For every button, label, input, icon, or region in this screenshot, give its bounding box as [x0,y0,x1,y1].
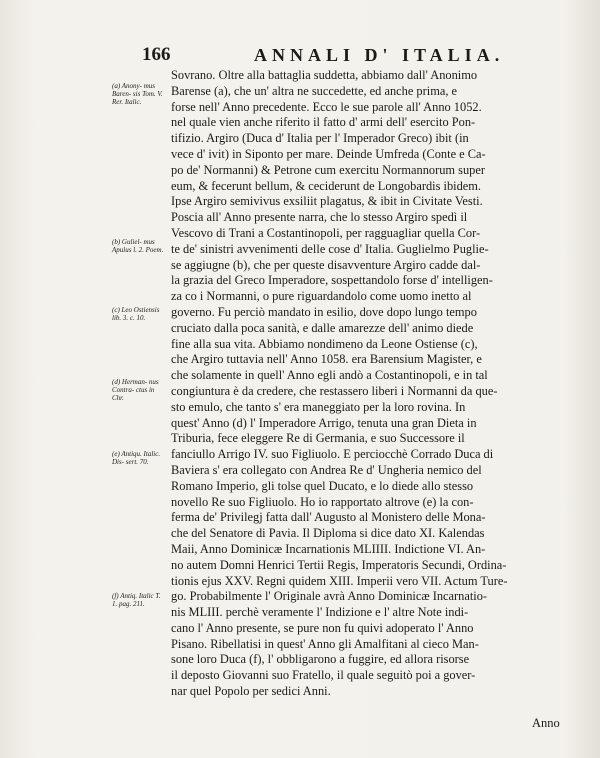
text-line: Poscia all' Anno presente narra, che lo stesso Argiro spedì il [171,210,468,225]
text-line: che solamente in quell' Anno egli andò a Costantinopoli, e in tal [171,368,488,383]
text-line: eum, & fecerunt bellum, & ceciderunt de Longobardis ibidem. [171,178,482,193]
text-line: se aggiugne (b), che per queste disavventure Argiro cadde dal- [171,257,481,272]
text-line: go. Probabilmente l' Originale avrà Anno Dominicæ Incarnatio- [171,589,488,604]
text-line: fanciullo Arrigo IV. suo Figliuolo. E perciocchè Corrado Duca di [171,447,494,462]
margin-note: (c) Leo Ostiensis lib. 3. c. 10. [112,306,160,322]
text-line: no autem Domni Henrici Tertii Regis, Imperatoris Secundi, Ordina- [171,557,507,572]
text-line: Triburia, fece eleggere Re di Germania, e suo Successore il [171,431,465,446]
text-line: forse nell' Anno precedente. Ecco le sue parole all' Anno 1052. [171,99,482,114]
text-line: Romano Imperio, gli tolse quel Ducato, e lo diede allo stesso [171,478,474,493]
text-line: novello Re suo Figliuolo. Ho io rapportato altrove (e) la con- [171,494,474,509]
margin-note: (e) Antiqu. Italic. Dis- sert. 70. [112,450,161,466]
text-line: Sovrano. Oltre alla battaglia suddetta, abbiamo dall' Anonimo [171,68,478,82]
text-line: Ipse Argiro semivivus exsiliit plagatus, & ibit in Civitate Vesti. [171,194,483,209]
running-title: ANNALI D' ITALIA. [254,45,505,65]
text-line: te de' sinistri avvenimenti delle cose d' Italia. Guglielmo Puglie- [171,241,489,256]
text-line: Maii, Anno Dominicæ Incarnationis MLIIII. Indictione VI. An- [171,541,486,556]
margin-note: (d) Herman- nus Contra- ctus in Chr. [112,378,159,402]
text-line: ferma de' Privilegj fatta dall' Augusto al Monistero delle Mona- [171,510,486,525]
text-line: che del Senatore di Pavia. Il Diploma si dice dato XI. Kalendas [171,526,485,541]
text-line: nel quale vien anche riferito il fatto d' armi dell' esercito Pon- [171,115,476,130]
text-line: fine alla sua vita. Abbiamo nondimeno da Leone Ostiense (c), [171,336,478,351]
body-text [171,68,571,700]
running-head [142,44,570,66]
text-line: cano l' Anno presente, se pure non fu quivi adoperato l' Anno [171,620,474,635]
text-line: nar quel Popolo per sedici Anni. [171,684,331,699]
text-line: sto emulo, che tanto s' era maneggiato per la loro rovina. In [171,399,466,414]
text-line: za co i Normanni, o pure riguardandolo come uomo inetto al [171,289,472,304]
text-line: quest' Anno (d) l' Imperadore Arrigo, tenuta una gran Dieta in [171,415,477,430]
text-line: nis MLIII. perchè veramente l' Indizione e l' altre Note indi- [171,605,469,620]
margin-note: (a) Anony- mus Baren- sis Tom. V. Rer. Italic. [112,82,163,106]
text-line: vece d' ivit) in Siponto per mare. Deinde Umfreda (Conte e Ca- [171,146,486,161]
text-line: Vescovo di Trani a Costantinopoli, per ragguagliar quella Cor- [171,225,481,240]
text-line: Pisano. Ribellatisi in quest' Anno gli Amalfitani al cieco Man- [171,636,479,651]
text-line: governo. Fu perciò mandato in esilio, dove dopo lungo tempo [171,304,477,319]
text-line: la grazia del Greco Imperadore, sospettandolo forse d' intelligen- [171,273,493,288]
text-line: il deposto Giovanni suo Fratello, il quale seguitò poi a gover- [171,668,476,683]
text-line: po de' Normanni) & Petrone cum exercitu Normannorum super [171,162,485,177]
text-line: tifizio. Argiro (Duca d' Italia per l' Imperador Greco) ibit (in [171,131,469,146]
text-line: congiuntura è da credere, che restassero liberi i Normanni da que- [171,383,498,398]
page-number: 166 [142,44,171,65]
catchword: Anno [532,716,560,730]
margin-note: (f) Antiq. Italic T. 1. pag. 211. [112,592,161,608]
text-line: cruciato dalla poca sanità, e dalle amarezze dell' animo diede [171,320,474,335]
text-line: Barense (a), che un' altra ne succedette, ed anche prima, e [171,83,458,98]
text-line: che Argiro tuttavia nell' Anno 1058. era Barensium Magister, e [171,352,482,367]
margin-note: (b) Guliel- mus Apulus l. 2. Poem. [112,238,164,254]
text-line: sone loro Duca (f), l' obbligarono a fuggire, ed allora risorse [171,652,470,667]
margin-notes [112,76,166,636]
text-line: Baviera s' era collegato con Andrea Re d' Ungheria nemico del [171,462,482,477]
text-line: tionis ejus XXV. Regni quidem XIII. Imperii vero VII. Actum Ture- [171,573,508,588]
